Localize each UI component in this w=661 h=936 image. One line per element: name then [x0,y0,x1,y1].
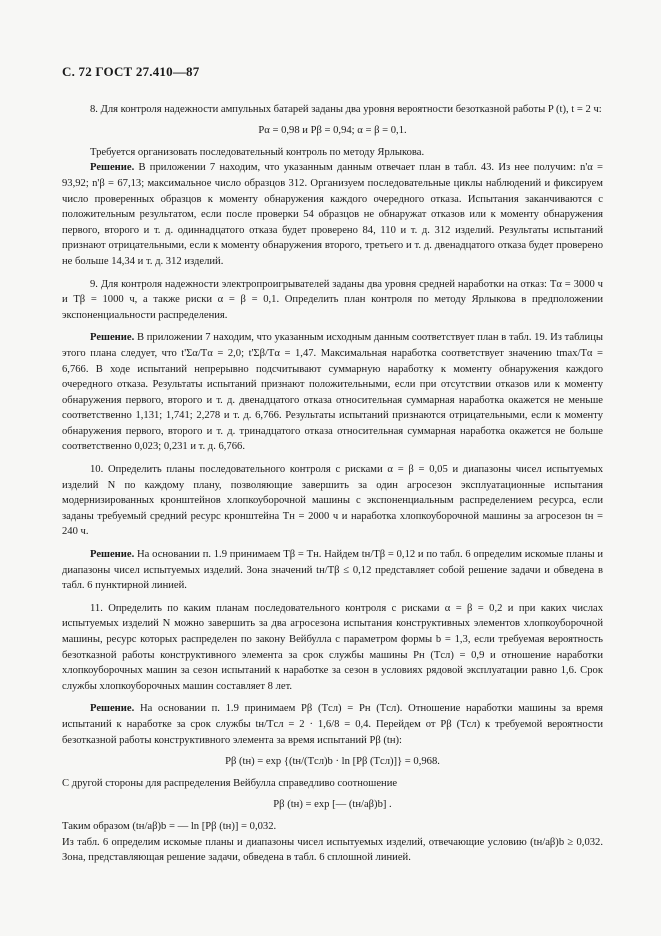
solution-label: Решение. [90,549,135,561]
formula-11-2: Pβ (tн) = exp [— (tн/aβ)b] . [273,799,392,811]
solution-label: Решение. [90,703,135,715]
task-9: 9. Для контроля надежности электропроигрывателей заданы два уровня средней наработки на отказ: Tα = 3000 ч и Tβ = 1000 ч, а также риски α = β = 0,1. Определить план контроля по методу Ярлыкова в предположении экспоненциальности распределения. [62,278,603,321]
solution-9-text: В приложении 7 находим, что указанным исходным данным соответствует план в табл. 19. Из таблицы этого плана следует, что t'Σα/Tα = 2,0; t'Σβ/Tα = 1,47. Максимальная наработка соответствует значению tmax/Tα = 6,766. В ходе испытаний непрерывно подсчитывают суммарную наработку к моменту обнаружения каждого очередного отказа. Результаты испытаний признают положительными, если при отсутствии отказов или к моменту обнаружения первого, второго и т. д. двенадцатого отказа относительная суммарная наработка окажется не меньше соответственно 1,131; 1,741; 2,278 и т. д. 6,766. Результаты испытаний признаются отрицательными, если к моменту обнаружения первого, второго и т. д. тринадцатого отказа относительная суммарная наработка окажется не больше соответственно 0,023; 0,231 и т. д. 6,766. [62,332,603,453]
formula-8: Pα = 0,98 и Pβ = 0,94; α = β = 0,1. [258,125,407,137]
solution-10-text: На основании п. 1.9 принимаем Tβ = Tн. Найдем tн/Tβ = 0,12 и по табл. 6 определим искомые планы и диапазоны чисел испытуемых изделий. Зона значений tн/Tβ ≤ 0,12 представляет собой решение задачи и обведена в табл. 6 пунктирной линией. [62,549,603,592]
solution-8 [62,160,603,269]
solution-10 [62,547,603,594]
page-header: С. 72 ГОСТ 27.410—87 [62,64,200,79]
solution-11-text: На основании п. 1.9 принимаем Pβ (Tсл) = Pн (Tсл). Отношение наработки машины за время испытаний к наработке за срок службы tн/Tсл = 2 · 1,6/8 = 0,4. Перейдем от Pβ (Tсл) к требуемой вероятности безотказной работы конструктивного элемента за время испытаний Pβ (tн): [62,703,603,746]
text-11-4: Из табл. 6 определим искомые планы и диапазоны чисел испытуемых изделий, отвечающие условию (tн/aβ)b ≥ 0,032. Зона, представляющая решение задачи, обведена в табл. 6 сплошной линией. [62,836,603,864]
text-11-3: Таким образом (tн/aβ)b = — ln [Pβ (tн)] = 0,032. [62,820,277,832]
text-11-2: С другой стороны для распределения Вейбулла справедливо соотношение [62,777,398,789]
solution-9 [62,330,603,455]
solution-11 [62,701,603,748]
task-10: 10. Определить планы последовательного контроля с рисками α = β = 0,05 и диапазоны чисел испытуемых изделий N по каждому плану, позволяющие завершить за один агросезон эксплуатационные испытания модернизированных кронштейнов хлопкоуборочной машины с экспоненциальным распределением ресурса, если заданы требуемый средний ресурс кронштейна Tн = 2000 ч и наработка хлопкоуборочной машины за агросезон tн = 240 ч. [62,464,603,538]
task-8: 8. Для контроля надежности ампульных батарей заданы два уровня вероятности безотказной работы P (t), t = 2 ч: [90,103,602,115]
task-11: 11. Определить по каким планам последовательного контроля с рисками α = β = 0,2 и при каких числах испытуемых изделий N можно завершить за два агросезона испытания конструктивных элементов хлопкоуборочной машины, ресурс которых распределен по закону Вейбулла с параметром формы b = 1,3, если требуемая вероятность безотказной работы конструктивного элемента за срок службы машины Pн (Tсл) = 0,9 и отношение наработки хлопкоуборочных машин за сезон испытаний к наработке за сезон в условиях рядовой эксплуатации равно 1,6. Срок службы хлопкоуборочных машин составляет 8 лет. [62,602,603,692]
formula-11-1: Pβ (tн) = exp {(tн/(Tсл)b · ln [Pβ (Tсл)]} = 0,968. [225,756,440,768]
solution-label: Решение. [90,162,135,174]
solution-8-text: В приложении 7 находим, что указанным данным отвечает план в табл. 43. Из нее получим: n'α = 93,92; n'β = 67,13; максимальное число образцов 312. Организуем последовательные циклы наблюдений и фиксируем число проверенных образцов к моменту обнаружения каждого очередного отказа. Испытания заканчиваются с положительным результатом, если после проверки 54 образцов не обнаружат отказов или к моменту обнаружения первого, второго и т. д. одиннадцатого отказа будет проверено 84, 110 и т. д. 312 изделий. Результаты испытаний признают отрицательными, если к моменту обнаружения второго, третьего и т. д. двенадцатого отказа будет проверено не больше 14,34 и т. д. 312 изделий. [62,162,603,267]
solution-label: Решение. [90,332,135,344]
requirement-8: Требуется организовать последовательный контроль по методу Ярлыкова. [90,146,425,158]
